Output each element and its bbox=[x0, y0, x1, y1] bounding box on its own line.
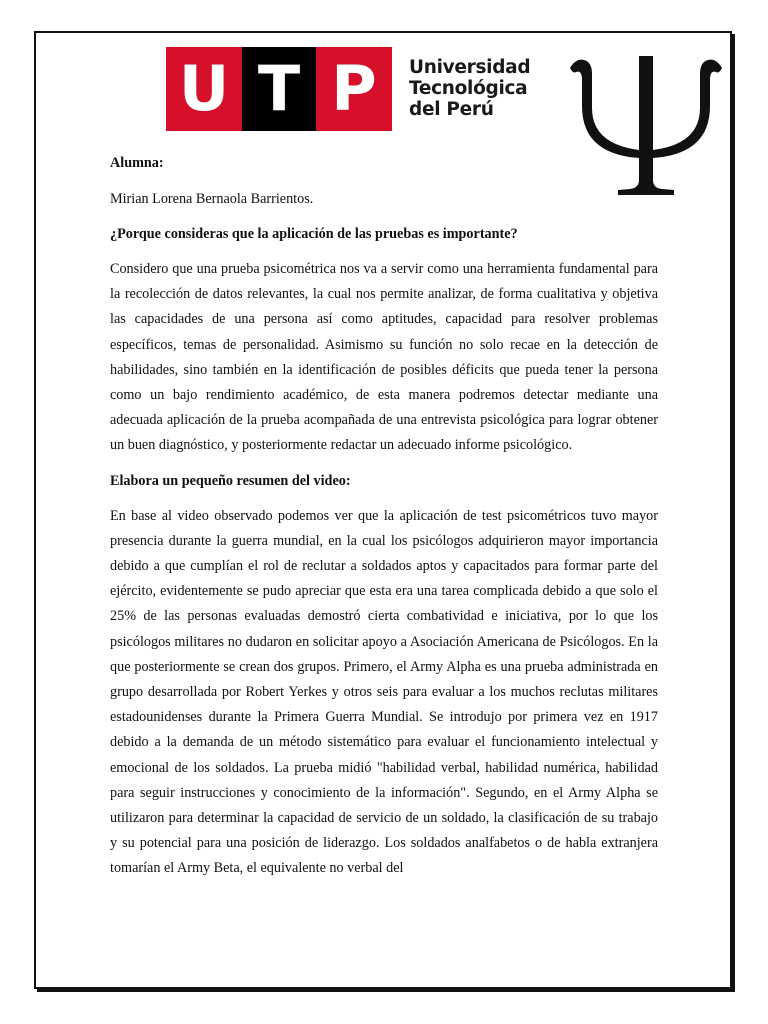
logo-letter-u: U bbox=[166, 47, 242, 131]
document-content bbox=[110, 153, 658, 882]
logo-letter-t: T bbox=[242, 47, 316, 131]
question-2-heading: Elabora un pequeño resumen del video: bbox=[110, 472, 351, 489]
university-name-line-3: del Perú bbox=[409, 99, 494, 120]
university-name bbox=[409, 57, 530, 120]
logo-letter-p: P bbox=[316, 47, 392, 131]
university-name-line-1: Universidad bbox=[409, 57, 531, 78]
student-name: Mirian Lorena Bernaola Barrientos. bbox=[110, 191, 314, 207]
answer-2-paragraph: En base al video observado podemos ver que la aplicación de test psicométricos tuvo mayor presencia durante la guerra mundial, en la cual los psicólogos adquirieron mayor importancia debido a que cumplían el rol de reclutar a soldados aptos y capacitados para formar parte del ejército, evidentemente se pudo apreciar que esta era una tarea complicada debido a que solo el 25% de las personas evaluadas demostró cierta combatividad e iniciativa, por lo que los psicólogos militares no dudaron en solicitar apoyo a Asociación Americana de Psicólogos. En la que posteriormente se crean dos grupos. Primero, el Army Alpha es una prueba administrada en grupo desarrollada por Robert Yerkes y otros seis para evaluar a los muchos reclutas militares estadounidenses durante la Primera Guerra Mundial. Se introdujo por primera vez en 1917 debido a la demanda de un método sistemático para evaluar el funcionamiento intelectual y emocional de los soldados. La prueba midió "habilidad verbal, habilidad numérica, habilidad para seguir instrucciones y conocimiento de la información". Segundo, en el Army Alpha se utilizaron para determinar la capacidad de servicio de un soldado, la clasificación de su trabajo y su potencial para una posición de liderazgo. Los soldados analfabetos o de habla extranjera tomarían el Army Beta, el equivalente no verbal del bbox=[110, 507, 658, 877]
student-label: Alumna: bbox=[110, 155, 164, 171]
question-1-heading: ¿Porque consideras que la aplicación de las pruebas es importante? bbox=[110, 226, 518, 242]
answer-1-paragraph: Considero que una prueba psicométrica nos va a servir como una herramienta fundamental para la recolección de datos relevantes, la cual nos permite analizar, de forma cualitativa y objetiva las capacidades de una persona así como aptitudes, capacidad para resolver problemas específicos, temas de personalidad. Asimismo su función no solo recae en la detección de habilidades, sino también en la identificación de posibles déficits que pueda tener la persona como un bajo rendimiento académico, de esta manera podremos detectar mediante una adecuada aplicación de la prueba acompañada de una entrevista psicológica para lograr obtener un buen diagnóstico, y posteriormente redactar un adecuado informe psicológico. bbox=[110, 261, 658, 454]
utp-logo bbox=[166, 47, 392, 131]
university-name-line-2: Tecnológica bbox=[409, 78, 528, 99]
